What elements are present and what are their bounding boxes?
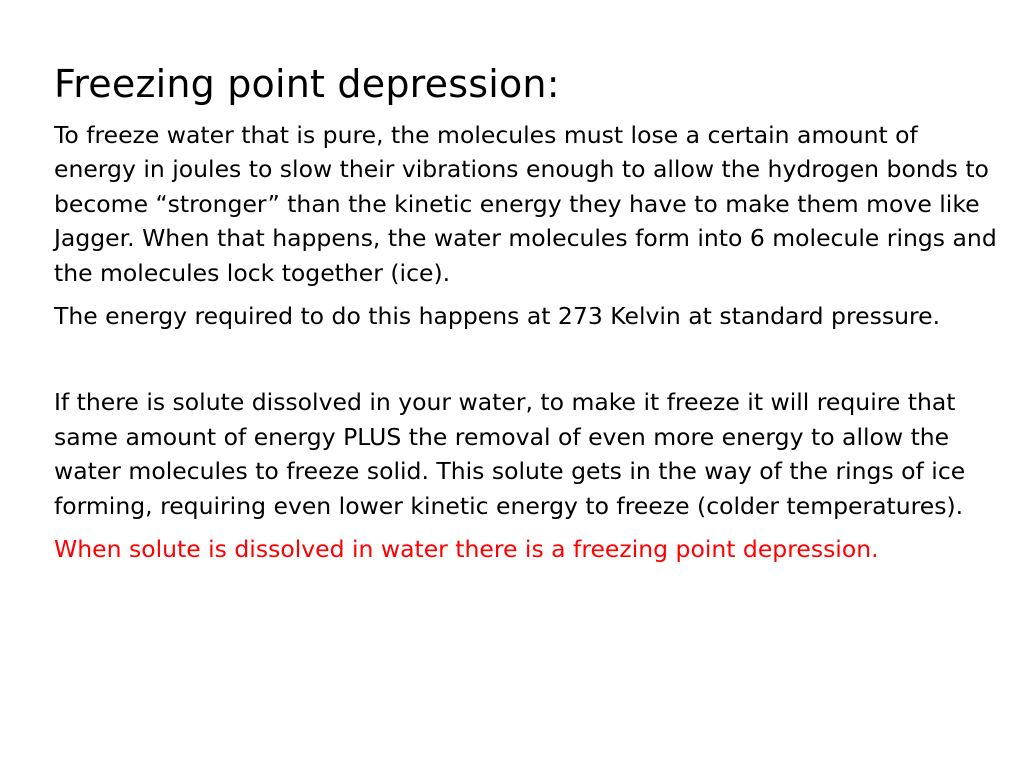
- spacer: [54, 290, 1004, 299]
- paragraph-energy-requirement: The energy required to do this happens at 273 Kelvin at standard pressure.: [54, 302, 941, 331]
- paragraph-solute-effect: If there is solute dissolved in your water, to make it freeze it will require that same amount of energy PLUS the removal of even more energy to allow the water molecules to freeze solid. This solute gets in the way of the rings of ice forming, requiring even lower kinetic energy to freeze (colder temperatures).: [54, 388, 966, 520]
- slide-content: [54, 58, 1004, 566]
- slide-title: Freezing point depression:: [54, 62, 560, 106]
- spacer: [54, 523, 1004, 532]
- spacer: [54, 333, 1004, 385]
- paragraph-conclusion-highlight: When solute is dissolved in water there is a freezing point depression.: [54, 535, 879, 564]
- paragraph-pure-water: To freeze water that is pure, the molecules must lose a certain amount of energy in joules to slow their vibrations enough to allow the hydrogen bonds to become “stronger” than the kinetic energy they have to make them move like Jagger. When that happens, the water molecules form into 6 molecule rings and the molecules lock together (ice).: [54, 121, 997, 287]
